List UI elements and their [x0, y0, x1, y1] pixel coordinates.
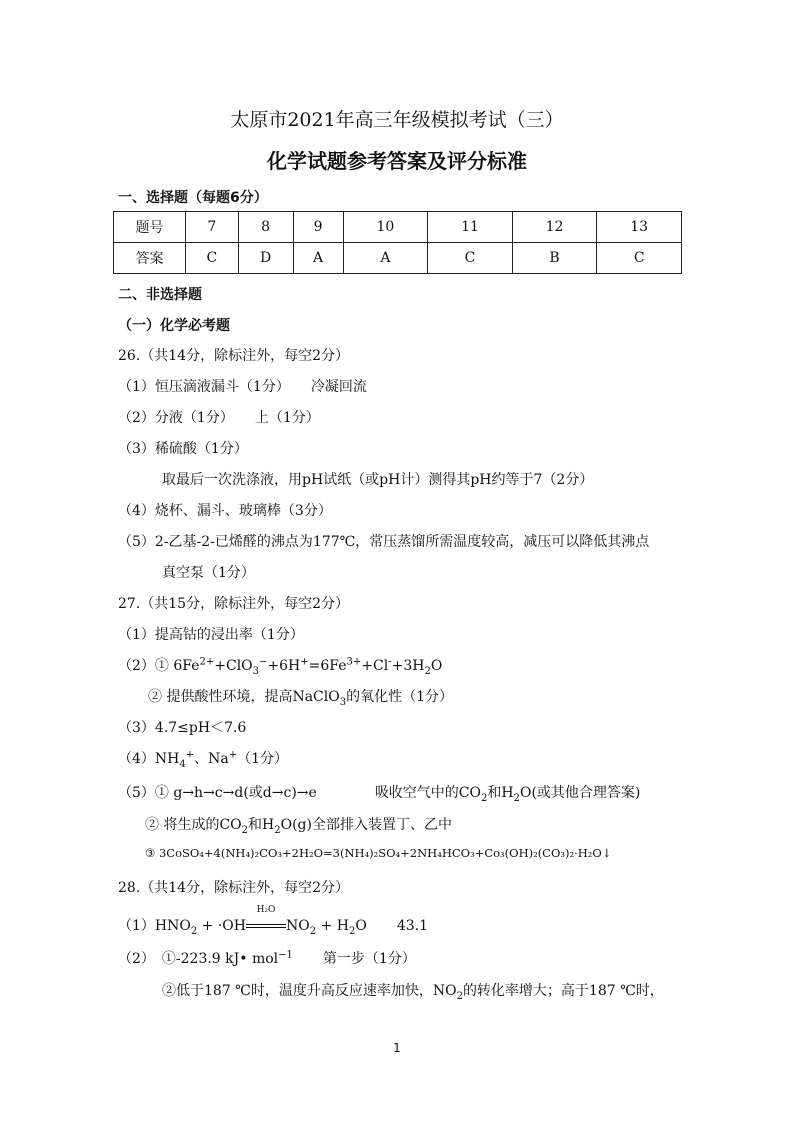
row-label-number: 题号	[114, 212, 186, 243]
q26-line1: （1）恒压滴液漏斗（1分） 冷凝回流	[118, 379, 367, 395]
section2-heading: 二、非选择题	[118, 287, 202, 303]
answer-table	[113, 211, 682, 274]
document-subtitle: 化学试题参考答案及评分标准	[267, 149, 527, 173]
q26-line5: （5）2-乙基-2-已烯醛的沸点为177℃，常压蒸馏所需温度较高，减压可以降低其沸点	[118, 534, 650, 550]
q27-line5: （5）① g→h→c→d(或d→c)→e 吸收空气中的$CO_2$和$H_2O$(或其他合理答案)	[118, 785, 641, 804]
table-cell: A	[293, 243, 343, 274]
table-row-answers	[114, 243, 682, 274]
q26-header: 26.（共14分，除标注外，每空2分）	[118, 348, 349, 364]
q28-line3: ②低于187 ℃时，温度升高反应速率加快，$NO_2$的转化率增大；高于187 ℃时，	[162, 983, 664, 1002]
q27-line3: （3）4.7≤pH＜7.6	[118, 720, 247, 736]
table-row-numbers	[114, 212, 682, 243]
table-cell: A	[343, 243, 428, 274]
q28-header: 28.（共14分，除标注外，每空2分）	[118, 880, 349, 896]
q26-line5b: 真空泵（1分）	[162, 565, 255, 581]
q28-line1: $(1)HNO_2 + \cdot OH$ H₂O $NO_2 + H_2O$ 43.1	[118, 905, 428, 937]
table-cell: 12	[512, 212, 597, 243]
q27-line6: ② 将生成的$CO_2$和$H_2O(g)$全部排入装置丁、乙中	[145, 817, 452, 836]
q26-line3: （3）稀硫酸（1分）	[118, 441, 248, 457]
q27-line2: （2）① $6Fe^{2+}+ClO_3^-+6H^+=6Fe^{3+}+Cl^-+3H_2O$	[118, 656, 443, 677]
section2-subheading: （一）化学必考题	[118, 318, 230, 334]
table-cell: C	[428, 243, 513, 274]
document-title: 太原市2021年高三年级模拟考试（三）	[230, 109, 564, 131]
table-cell: B	[512, 243, 597, 274]
table-cell: 7	[186, 212, 239, 243]
table-cell: C	[186, 243, 239, 274]
table-cell: 9	[293, 212, 343, 243]
q27-line2b: ② 提供酸性环境，提高NaClO$_3$的氧化性（1分）	[148, 689, 454, 708]
q27-line4: $(4)NH_4^+$、Na+（1分）	[118, 749, 289, 770]
row-label-answer: 答案	[114, 243, 186, 274]
table-cell: 8	[238, 212, 293, 243]
table-cell: 10	[343, 212, 428, 243]
q27-header: 27.（共15分，除标注外，每空2分）	[118, 596, 349, 612]
q26-line4: （4）烧杯、漏斗、玻璃棒（3分）	[118, 503, 332, 519]
page-number: 1	[393, 1041, 401, 1055]
q26-line3b: 取最后一次洗涤液，用pH试纸（或pH计）测得其pH约等于7（2分）	[162, 472, 594, 488]
table-cell: 13	[597, 212, 682, 243]
q27-line1: （1）提高钴的浸出率（1分）	[118, 627, 304, 643]
section1-heading: 一、选择题（每题6分）	[118, 190, 268, 206]
q26-line2: （2）分液（1分） 上（1分）	[118, 410, 320, 426]
table-cell: C	[597, 243, 682, 274]
table-cell: 11	[428, 212, 513, 243]
q28-line2: （2） ①-223.9 kJ• mol$^{-1}$ 第一步（1分）	[118, 949, 416, 967]
table-cell: D	[238, 243, 293, 274]
q27-line7: ③ 3CoSO₄+4(NH₄)₂CO₃+2H₂O=3(NH₄)₂SO₄+2NH₄HCO₃+Co₃(OH)₂(CO₃)₂·H₂O↓	[145, 846, 612, 860]
reaction-arrow: H₂O	[246, 918, 286, 934]
